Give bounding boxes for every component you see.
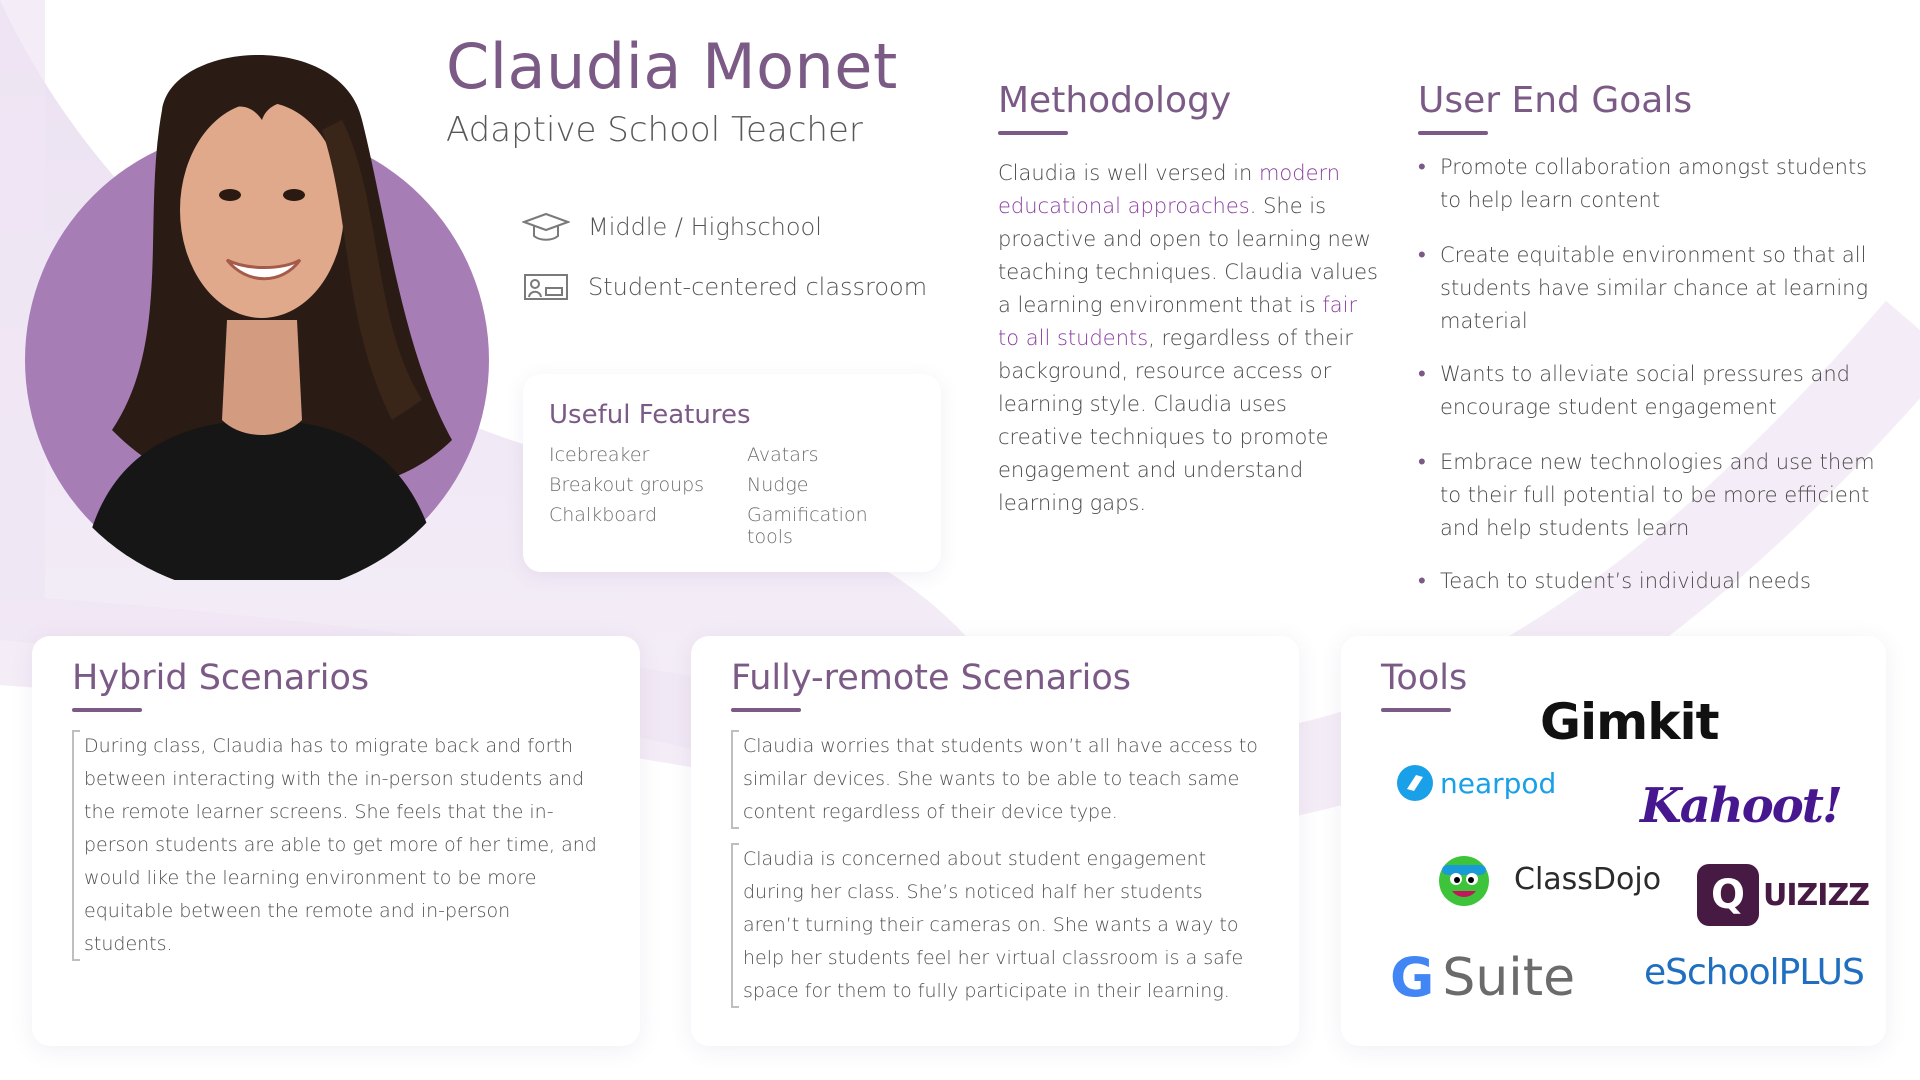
hybrid-title: Hybrid Scenarios (72, 658, 370, 698)
quizizz-logo (1697, 864, 1869, 926)
hybrid-scenarios-card (32, 636, 640, 1046)
classroom-icon (522, 270, 570, 304)
persona-portrait (22, 20, 492, 580)
goal-item: • Promote collaboration amongst students to help learn content (1418, 151, 1878, 217)
nearpod-icon (1396, 764, 1434, 802)
feature-item: Chalkboard (549, 504, 658, 526)
methodology-highlight: modern educational approaches (998, 161, 1341, 218)
methodology-section (998, 80, 1378, 520)
remote-text-2: Claudia is concerned about student engagement during her class. She’s noticed half her students aren’t turning their cameras on. She wants a way to help her students feel her virtual classroom is a safe space for them to fully participate in their learning. (731, 843, 1259, 1008)
classdojo-text: ClassDojo (1514, 861, 1662, 897)
nearpod-logo (1396, 764, 1556, 802)
remote-scenarios-card (691, 636, 1299, 1046)
feature-item: Gamification tools (747, 504, 868, 548)
hybrid-text: During class, Claudia has to migrate back and forth between interacting with the in-person students and the remote learner screens. She feels that the in-person students are able to get more of her time, and would like the learning environment to be more equitable between the remote and in-person students. (72, 730, 600, 961)
goals-title: User End Goals (1418, 80, 1693, 121)
title-underline (1418, 131, 1488, 135)
useful-features-card (523, 374, 941, 572)
classdojo-monster-icon (1436, 851, 1492, 907)
quizizz-q-badge: Q (1697, 864, 1759, 926)
methodology-title: Methodology (998, 80, 1232, 121)
persona-name: Claudia Monet (446, 30, 898, 103)
classdojo-logo (1436, 851, 1661, 907)
persona-role: Adaptive School Teacher (446, 110, 863, 150)
gimkit-logo: Gimkit (1540, 693, 1719, 751)
title-underline (731, 708, 801, 712)
title-underline (1381, 708, 1451, 712)
feature-item: Nudge (747, 474, 809, 496)
meta-classroom (522, 270, 927, 304)
quizizz-text: UIZIZZ (1763, 877, 1869, 913)
methodology-text-part: Claudia is well versed in (998, 161, 1259, 185)
meta-school-level (522, 210, 822, 244)
tools-title: Tools (1381, 658, 1468, 698)
methodology-text (998, 157, 1378, 520)
title-underline (998, 131, 1068, 135)
user-end-goals-section (1418, 80, 1878, 598)
feature-item: Icebreaker (549, 444, 650, 466)
graduation-cap-icon (522, 210, 570, 244)
feature-item: Breakout groups (549, 474, 705, 496)
goal-item: • Teach to student’s individual needs (1418, 565, 1878, 598)
goal-item: • Create equitable environment so that all students have similar chance at learning material (1418, 239, 1878, 338)
nearpod-text: nearpod (1440, 766, 1557, 800)
gsuite-text: Suite (1442, 947, 1576, 1008)
remote-text-1: Claudia worries that students won’t all have access to similar devices. She wants to be able to teach same content regardless of their device type. (731, 730, 1259, 829)
feature-item: Avatars (747, 444, 819, 466)
gsuite-logo (1390, 946, 1575, 1009)
remote-title: Fully-remote Scenarios (731, 658, 1132, 698)
goal-item: • Embrace new technologies and use them to their full potential to be more efficient and help students learn (1418, 446, 1878, 545)
title-underline (72, 708, 142, 712)
methodology-text-part: , regardless of their background, resource access or learning style. Claudia uses creative techniques to promote engagement and understand learning gaps. (998, 326, 1353, 515)
methodology-text-part: . She is proactive and open to learning new teaching techniques. Claudia values a learning environment that is (998, 194, 1378, 317)
meta-classroom-text: Student-centered classroom (588, 273, 928, 301)
meta-school-level-text: Middle / Highschool (588, 213, 822, 241)
kahoot-logo: Kahoot! (1640, 778, 1841, 834)
goals-list (1418, 151, 1878, 598)
eschoolplus-logo: eSchoolPLUS (1644, 952, 1864, 993)
methodology-highlight: fair to all students (998, 293, 1358, 350)
google-g-icon: G (1390, 946, 1435, 1009)
useful-features-title: Useful Features (549, 400, 751, 430)
goal-item: • Wants to alleviate social pressures and encourage student engagement (1418, 358, 1878, 424)
